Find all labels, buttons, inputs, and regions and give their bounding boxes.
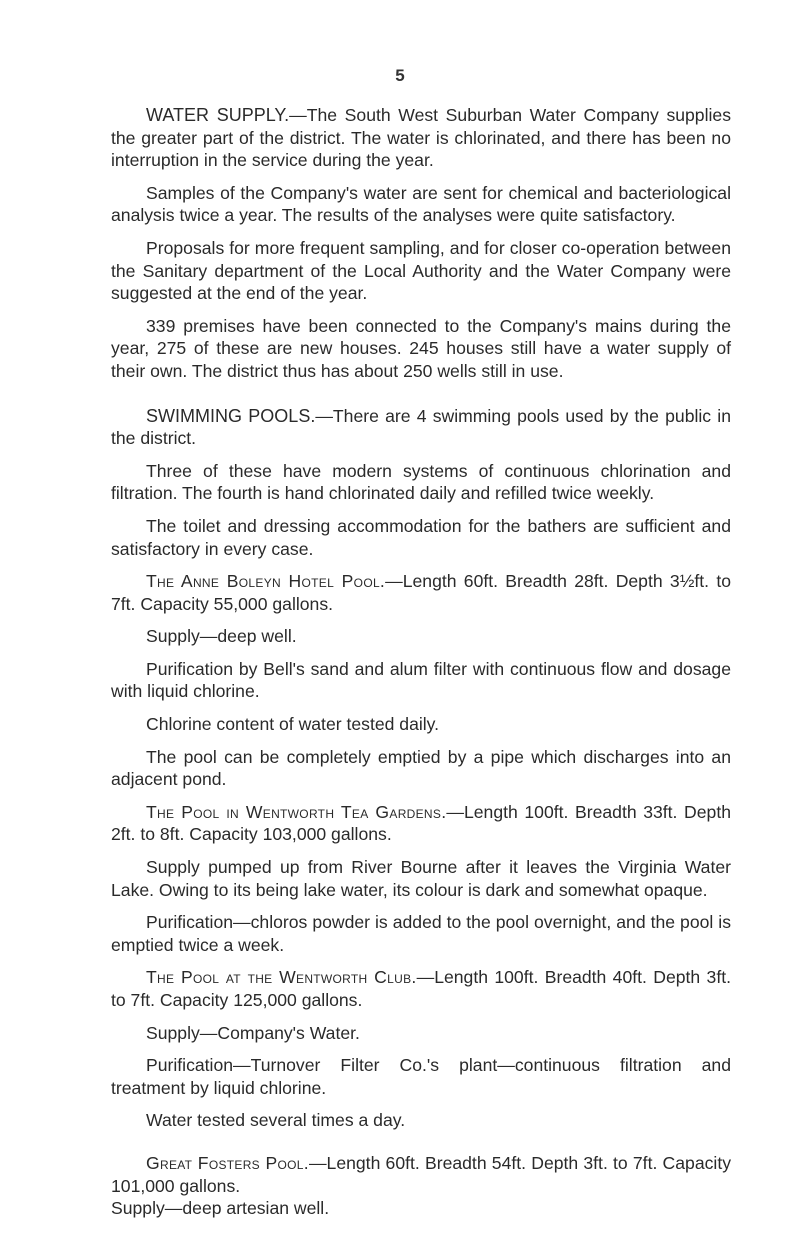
anne-boleyn-emptied: The pool can be completely emptied by a pipe which discharges into an adjacent pond. xyxy=(111,746,731,790)
anne-boleyn-title: The Anne Boleyn Hotel Pool. xyxy=(146,571,386,592)
wentworth-tea-dims: —Length 100ft. Breadth 33ft. Depth 2ft. to 8ft. Capacity 103,000 gallons. xyxy=(111,801,731,845)
wentworth-club-title: The Pool at the Wentworth Club. xyxy=(146,967,417,988)
water-proposals-paragraph: Proposals for more frequent sampling, and for closer co-operation between the Sanitary department of the Local Authority and the Water Company were suggested at the end of the year. xyxy=(111,237,731,304)
wentworth-club-paragraph xyxy=(111,966,731,1011)
anne-boleyn-supply: Supply—deep well. xyxy=(146,626,297,647)
wentworth-tea-paragraph xyxy=(111,801,731,846)
anne-boleyn-purification: Purification by Bell's sand and alum filter with continuous flow and dosage with liquid chlorine. xyxy=(111,658,731,702)
wentworth-club-purification: Purification—Turnover Filter Co.'s plant—continuous filtration and treatment by liquid chlorine. xyxy=(111,1055,731,1098)
wentworth-club-tested: Water tested several times a day. xyxy=(146,1110,406,1131)
swimming-systems-paragraph: Three of these have modern systems of continuous chlorination and filtration. The fourth is hand chlorinated daily and refilled twice weekly. xyxy=(111,460,731,504)
wentworth-tea-supply: Supply pumped up from River Bourne after it leaves the Virginia Water Lake. Owing to its being lake water, its colour is dark and somewhat opaque. xyxy=(111,857,731,900)
anne-boleyn-dims-fraction: ½ xyxy=(679,571,695,592)
swimming-pools-text: —There are 4 swimming pools used by the public in the district. xyxy=(111,405,732,449)
water-premises-paragraph: 339 premises have been connected to the Company's mains during the year, 275 of these are new houses. 245 houses still have a water supply of their own. The district thus has about 250 wells still in use. xyxy=(111,315,731,381)
swimming-toilet-paragraph: The toilet and dressing accommodation for the bathers are sufficient and satisfactory in every case. xyxy=(111,515,731,559)
great-fosters-supply: Supply—deep artesian well. xyxy=(111,1198,330,1219)
swimming-pools-paragraph xyxy=(111,405,731,450)
water-supply-text: —The South West Suburban Water Company supplies the greater part of the district. The water is chlorinated, and there has been no interruption in the service during the year. xyxy=(111,105,731,171)
page-number: 5 xyxy=(395,66,405,85)
great-fosters-dims: —Length 60ft. Breadth 54ft. Depth 3ft. to 7ft. Capacity 101,000 gallons. xyxy=(111,1152,731,1196)
wentworth-club-dims: —Length 100ft. Breadth 40ft. Depth 3ft. to 7ft. Capacity 125,000 gallons. xyxy=(111,967,732,1010)
water-supply-heading: WATER SUPPLY. xyxy=(146,105,290,125)
wentworth-tea-title: The Pool in Wentworth Tea Gardens. xyxy=(146,801,447,822)
anne-boleyn-chlorine: Chlorine content of water tested daily. xyxy=(146,714,440,735)
anne-boleyn-dims-b: ft. to 7ft. Capacity 55,000 gallons. xyxy=(111,571,731,614)
wentworth-club-supply: Supply—Company's Water. xyxy=(146,1022,360,1043)
anne-boleyn-dims-a: —Length 60ft. Breadth 28ft. Depth 3 xyxy=(385,571,680,592)
swimming-pools-heading: SWIMMING POOLS. xyxy=(146,405,316,426)
water-supply-paragraph xyxy=(111,104,731,172)
anne-boleyn-paragraph xyxy=(111,570,731,615)
wentworth-tea-purification: Purification—chloros powder is added to the pool overnight, and the pool is emptied twice a week. xyxy=(111,912,731,955)
water-samples-paragraph: Samples of the Company's water are sent for chemical and bacteriological analysis twice a year. The results of the analyses were quite satisfactory. xyxy=(111,182,731,226)
great-fosters-paragraph xyxy=(111,1152,731,1197)
great-fosters-title: Great Fosters Pool. xyxy=(146,1152,309,1173)
document-body xyxy=(111,104,731,1220)
